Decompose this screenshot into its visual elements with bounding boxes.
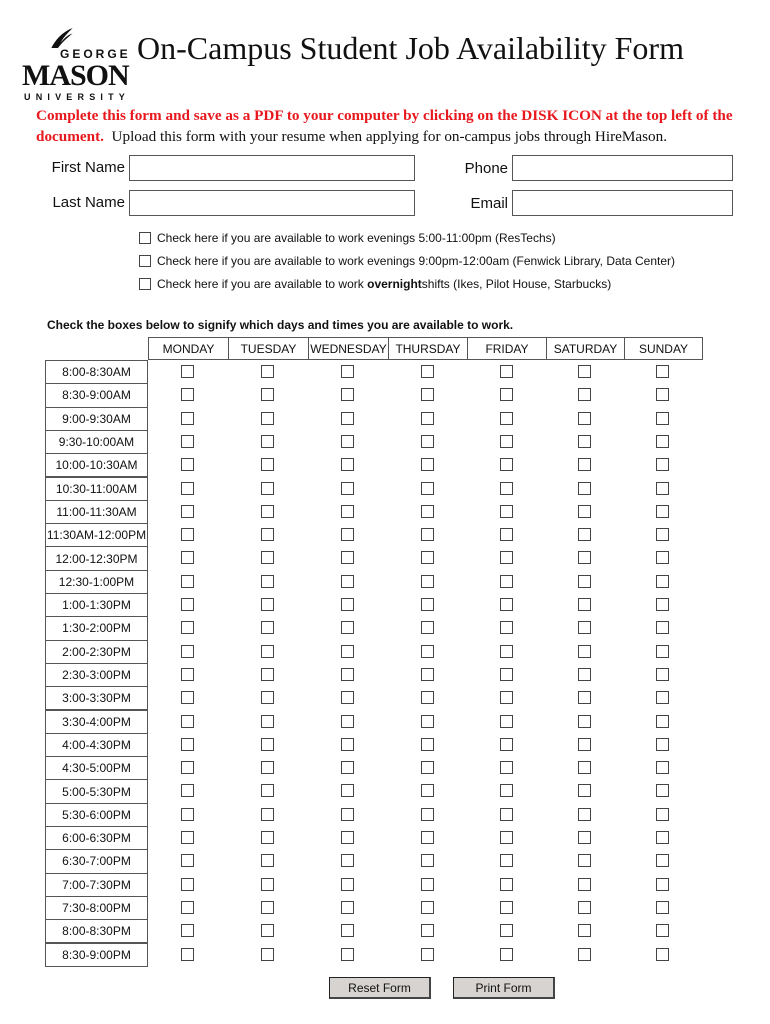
availability-checkbox-wednesday[interactable] [341,621,354,634]
availability-checkbox-friday[interactable] [500,528,513,541]
availability-checkbox-tuesday[interactable] [261,715,274,728]
availability-checkbox-sunday[interactable] [656,901,669,914]
availability-checkbox-saturday[interactable] [578,948,591,961]
availability-checkbox-tuesday[interactable] [261,621,274,634]
availability-checkbox-monday[interactable] [181,878,194,891]
option-label: Check here if you are available to work evenings 9:00pm-12:00am (Fenwick Library, Data Center) [157,254,676,268]
availability-checkbox-wednesday[interactable] [341,854,354,867]
time-slot-label: 7:00-7:30PM [45,873,148,897]
availability-checkbox-saturday[interactable] [578,784,591,797]
availability-checkbox-monday[interactable] [181,482,194,495]
availability-checkbox-monday[interactable] [181,715,194,728]
availability-checkbox-thursday[interactable] [421,435,434,448]
availability-checkbox-wednesday[interactable] [341,458,354,471]
time-slot-label: 12:30-1:00PM [45,570,148,594]
availability-checkbox-tuesday[interactable] [261,761,274,774]
availability-checkbox-tuesday[interactable] [261,901,274,914]
availability-checkbox-monday[interactable] [181,412,194,425]
availability-checkbox-thursday[interactable] [421,388,434,401]
availability-checkbox-thursday[interactable] [421,901,434,914]
availability-checkbox-sunday[interactable] [656,738,669,751]
availability-checkbox-tuesday[interactable] [261,738,274,751]
availability-checkbox-friday[interactable] [500,365,513,378]
availability-checkbox-wednesday[interactable] [341,924,354,937]
availability-checkbox-tuesday[interactable] [261,482,274,495]
availability-checkbox-tuesday[interactable] [261,575,274,588]
availability-checkbox-monday[interactable] [181,621,194,634]
checkbox[interactable] [139,278,151,290]
availability-checkbox-thursday[interactable] [421,854,434,867]
availability-checkbox-thursday[interactable] [421,761,434,774]
availability-checkbox-friday[interactable] [500,412,513,425]
time-slot-label: 10:30-11:00AM [45,477,148,501]
george-mason-logo [22,28,131,104]
availability-checkbox-friday[interactable] [500,621,513,634]
availability-checkbox-friday[interactable] [500,598,513,611]
availability-checkbox-sunday[interactable] [656,551,669,564]
availability-checkbox-thursday[interactable] [421,691,434,704]
availability-checkbox-wednesday[interactable] [341,388,354,401]
time-slot-label: 8:30-9:00AM [45,383,148,407]
availability-checkbox-thursday[interactable] [421,738,434,751]
availability-checkbox-monday[interactable] [181,528,194,541]
availability-checkbox-thursday[interactable] [421,412,434,425]
availability-checkbox-thursday[interactable] [421,715,434,728]
option-label-bold: overnight [367,277,422,291]
last-name-label: Last Name [52,194,125,211]
day-header-friday: FRIDAY [467,337,547,360]
availability-checkbox-saturday[interactable] [578,365,591,378]
availability-checkbox-friday[interactable] [500,691,513,704]
time-slot-label: 2:00-2:30PM [45,640,148,664]
day-header-thursday: THURSDAY [388,337,468,360]
availability-checkbox-monday[interactable] [181,854,194,867]
availability-checkbox-tuesday[interactable] [261,948,274,961]
availability-checkbox-wednesday[interactable] [341,575,354,588]
availability-checkbox-friday[interactable] [500,668,513,681]
option-label: Check here if you are available to work [157,277,364,291]
availability-checkbox-sunday[interactable] [656,435,669,448]
availability-checkbox-monday[interactable] [181,575,194,588]
availability-checkbox-thursday[interactable] [421,528,434,541]
availability-checkbox-wednesday[interactable] [341,784,354,797]
availability-checkbox-monday[interactable] [181,948,194,961]
time-slot-label: 11:30AM-12:00PM [45,523,148,547]
availability-checkbox-sunday[interactable] [656,808,669,821]
availability-checkbox-friday[interactable] [500,738,513,751]
availability-checkbox-tuesday[interactable] [261,854,274,867]
availability-checkbox-thursday[interactable] [421,365,434,378]
availability-checkbox-tuesday[interactable] [261,691,274,704]
email-label: Email [470,195,508,212]
availability-checkbox-saturday[interactable] [578,598,591,611]
availability-checkbox-saturday[interactable] [578,808,591,821]
option-evenings-restechs [139,231,556,245]
availability-checkbox-tuesday[interactable] [261,412,274,425]
availability-checkbox-monday[interactable] [181,901,194,914]
logo-university: UNIVERSITY [24,92,131,102]
time-slot-label: 8:30-9:00PM [45,943,148,967]
availability-checkbox-wednesday[interactable] [341,412,354,425]
availability-checkbox-wednesday[interactable] [341,878,354,891]
availability-checkbox-saturday[interactable] [578,482,591,495]
time-slot-label: 9:00-9:30AM [45,407,148,431]
time-slot-label: 5:30-6:00PM [45,803,148,827]
availability-checkbox-sunday[interactable] [656,575,669,588]
availability-checkbox-saturday[interactable] [578,551,591,564]
availability-checkbox-friday[interactable] [500,808,513,821]
availability-checkbox-wednesday[interactable] [341,831,354,844]
availability-checkbox-tuesday[interactable] [261,831,274,844]
first-name-label: First Name [51,159,125,176]
availability-checkbox-sunday[interactable] [656,715,669,728]
option-evenings-library [139,254,675,268]
availability-checkbox-sunday[interactable] [656,924,669,937]
availability-checkbox-wednesday[interactable] [341,691,354,704]
phone-field[interactable] [512,155,733,181]
availability-checkbox-wednesday[interactable] [341,761,354,774]
availability-checkbox-thursday[interactable] [421,784,434,797]
availability-checkbox-wednesday[interactable] [341,948,354,961]
availability-checkbox-saturday[interactable] [578,878,591,891]
availability-checkbox-tuesday[interactable] [261,598,274,611]
option-label: Check here if you are available to work evenings 5:00-11:00pm (ResTechs) [157,231,556,245]
availability-checkbox-thursday[interactable] [421,505,434,518]
availability-checkbox-sunday[interactable] [656,668,669,681]
availability-checkbox-friday[interactable] [500,458,513,471]
availability-checkbox-wednesday[interactable] [341,505,354,518]
availability-checkbox-tuesday[interactable] [261,784,274,797]
availability-checkbox-monday[interactable] [181,668,194,681]
availability-checkbox-friday[interactable] [500,715,513,728]
phone-label: Phone [464,160,508,177]
availability-checkbox-friday[interactable] [500,575,513,588]
availability-checkbox-tuesday[interactable] [261,365,274,378]
availability-checkbox-sunday[interactable] [656,365,669,378]
availability-checkbox-wednesday[interactable] [341,668,354,681]
availability-checkbox-monday[interactable] [181,435,194,448]
availability-checkbox-friday[interactable] [500,435,513,448]
availability-checkbox-sunday[interactable] [656,412,669,425]
availability-checkbox-friday[interactable] [500,505,513,518]
availability-checkbox-friday[interactable] [500,761,513,774]
availability-checkbox-wednesday[interactable] [341,365,354,378]
availability-checkbox-thursday[interactable] [421,598,434,611]
availability-checkbox-saturday[interactable] [578,924,591,937]
availability-checkbox-monday[interactable] [181,645,194,658]
time-slot-label: 8:00-8:30AM [45,360,148,384]
email-field[interactable] [512,190,733,216]
availability-checkbox-saturday[interactable] [578,715,591,728]
availability-checkbox-sunday[interactable] [656,854,669,867]
availability-checkbox-monday[interactable] [181,691,194,704]
time-slot-label: 2:30-3:00PM [45,663,148,687]
availability-checkbox-thursday[interactable] [421,645,434,658]
availability-checkbox-wednesday[interactable] [341,598,354,611]
availability-checkbox-thursday[interactable] [421,458,434,471]
availability-checkbox-saturday[interactable] [578,458,591,471]
availability-checkbox-sunday[interactable] [656,878,669,891]
availability-checkbox-sunday[interactable] [656,598,669,611]
availability-checkbox-sunday[interactable] [656,621,669,634]
availability-checkbox-tuesday[interactable] [261,551,274,564]
checkbox[interactable] [139,255,151,267]
reset-form-button[interactable]: Reset Form [329,977,431,999]
availability-checkbox-tuesday[interactable] [261,668,274,681]
availability-checkbox-thursday[interactable] [421,551,434,564]
availability-checkbox-friday[interactable] [500,645,513,658]
availability-checkbox-monday[interactable] [181,551,194,564]
day-header-monday: MONDAY [148,337,229,360]
time-slot-label: 3:00-3:30PM [45,686,148,710]
availability-checkbox-monday[interactable] [181,458,194,471]
availability-checkbox-monday[interactable] [181,388,194,401]
availability-checkbox-friday[interactable] [500,831,513,844]
availability-checkbox-friday[interactable] [500,854,513,867]
availability-checkbox-saturday[interactable] [578,854,591,867]
availability-checkbox-thursday[interactable] [421,621,434,634]
first-name-field[interactable] [129,155,415,181]
availability-checkbox-thursday[interactable] [421,482,434,495]
time-slot-label: 12:00-12:30PM [45,546,148,570]
availability-checkbox-sunday[interactable] [656,691,669,704]
availability-checkbox-sunday[interactable] [656,388,669,401]
time-slot-label: 5:00-5:30PM [45,779,148,803]
availability-checkbox-tuesday[interactable] [261,435,274,448]
availability-checkbox-thursday[interactable] [421,948,434,961]
availability-checkbox-wednesday[interactable] [341,901,354,914]
availability-checkbox-friday[interactable] [500,878,513,891]
availability-checkbox-sunday[interactable] [656,784,669,797]
availability-checkbox-saturday[interactable] [578,528,591,541]
time-slot-label: 4:30-5:00PM [45,756,148,780]
time-slot-label: 11:00-11:30AM [45,500,148,524]
time-slot-label: 10:00-10:30AM [45,453,148,477]
availability-checkbox-friday[interactable] [500,924,513,937]
instructions-red: Complete this form and save as a PDF to your computer by clicking on the DISK ICON at the top left of the document. [36,107,733,145]
availability-checkbox-monday[interactable] [181,505,194,518]
availability-checkbox-monday[interactable] [181,365,194,378]
logo-mason: MASON [22,59,129,92]
instructions [36,105,746,147]
grid-heading: Check the boxes below to signify which days and times you are available to work. [47,318,514,332]
availability-checkbox-tuesday[interactable] [261,505,274,518]
availability-checkbox-tuesday[interactable] [261,528,274,541]
availability-checkbox-saturday[interactable] [578,505,591,518]
availability-checkbox-friday[interactable] [500,482,513,495]
availability-checkbox-saturday[interactable] [578,831,591,844]
availability-checkbox-wednesday[interactable] [341,738,354,751]
availability-checkbox-wednesday[interactable] [341,551,354,564]
day-header-sunday: SUNDAY [624,337,703,360]
time-slot-label: 8:00-8:30PM [45,919,148,943]
availability-checkbox-sunday[interactable] [656,831,669,844]
availability-checkbox-thursday[interactable] [421,878,434,891]
availability-checkbox-saturday[interactable] [578,691,591,704]
availability-checkbox-saturday[interactable] [578,668,591,681]
availability-checkbox-thursday[interactable] [421,808,434,821]
availability-checkbox-tuesday[interactable] [261,878,274,891]
time-slot-label: 4:00-4:30PM [45,733,148,757]
day-header-wednesday: WEDNESDAY [308,337,389,360]
availability-checkbox-friday[interactable] [500,388,513,401]
page-title: On-Campus Student Job Availability Form [137,30,684,66]
availability-checkbox-thursday[interactable] [421,575,434,588]
availability-checkbox-sunday[interactable] [656,458,669,471]
time-slot-label: 7:30-8:00PM [45,896,148,920]
availability-checkbox-friday[interactable] [500,948,513,961]
availability-checkbox-monday[interactable] [181,808,194,821]
logo-george: GEORGE [60,47,131,61]
availability-checkbox-wednesday[interactable] [341,528,354,541]
availability-checkbox-monday[interactable] [181,831,194,844]
option-overnight [139,277,611,291]
availability-checkbox-tuesday[interactable] [261,458,274,471]
instructions-upload: Upload this form with your resume when applying for on-campus jobs through HireMason. [111,128,668,145]
time-slot-label: 6:00-6:30PM [45,826,148,850]
availability-checkbox-monday[interactable] [181,738,194,751]
availability-checkbox-saturday[interactable] [578,388,591,401]
availability-checkbox-sunday[interactable] [656,482,669,495]
availability-checkbox-monday[interactable] [181,924,194,937]
checkbox[interactable] [139,232,151,244]
last-name-field[interactable] [129,190,415,216]
availability-checkbox-monday[interactable] [181,598,194,611]
availability-checkbox-wednesday[interactable] [341,715,354,728]
availability-checkbox-thursday[interactable] [421,831,434,844]
availability-checkbox-friday[interactable] [500,901,513,914]
availability-checkbox-tuesday[interactable] [261,924,274,937]
availability-checkbox-saturday[interactable] [578,645,591,658]
availability-checkbox-wednesday[interactable] [341,482,354,495]
availability-checkbox-sunday[interactable] [656,645,669,658]
availability-checkbox-saturday[interactable] [578,575,591,588]
availability-checkbox-friday[interactable] [500,551,513,564]
availability-checkbox-wednesday[interactable] [341,645,354,658]
availability-checkbox-wednesday[interactable] [341,808,354,821]
time-slot-label: 1:00-1:30PM [45,593,148,617]
availability-checkbox-tuesday[interactable] [261,388,274,401]
day-header-tuesday: TUESDAY [228,337,309,360]
availability-checkbox-saturday[interactable] [578,761,591,774]
availability-checkbox-wednesday[interactable] [341,435,354,448]
availability-checkbox-saturday[interactable] [578,738,591,751]
availability-checkbox-saturday[interactable] [578,412,591,425]
availability-checkbox-monday[interactable] [181,784,194,797]
availability-checkbox-saturday[interactable] [578,435,591,448]
option-label-rest: shifts (Ikes, Pilot House, Starbucks) [421,277,612,291]
availability-checkbox-sunday[interactable] [656,528,669,541]
time-slot-label: 1:30-2:00PM [45,616,148,640]
availability-checkbox-tuesday[interactable] [261,645,274,658]
availability-checkbox-saturday[interactable] [578,901,591,914]
print-form-button[interactable]: Print Form [453,977,555,999]
availability-checkbox-thursday[interactable] [421,924,434,937]
availability-checkbox-sunday[interactable] [656,761,669,774]
time-slot-label: 6:30-7:00PM [45,849,148,873]
time-slot-label: 3:30-4:00PM [45,710,148,734]
availability-checkbox-friday[interactable] [500,784,513,797]
time-slot-label: 9:30-10:00AM [45,430,148,454]
availability-checkbox-thursday[interactable] [421,668,434,681]
availability-checkbox-tuesday[interactable] [261,808,274,821]
day-header-saturday: SATURDAY [546,337,625,360]
availability-checkbox-sunday[interactable] [656,948,669,961]
availability-checkbox-monday[interactable] [181,761,194,774]
availability-checkbox-sunday[interactable] [656,505,669,518]
feather-icon [44,28,80,48]
availability-checkbox-saturday[interactable] [578,621,591,634]
